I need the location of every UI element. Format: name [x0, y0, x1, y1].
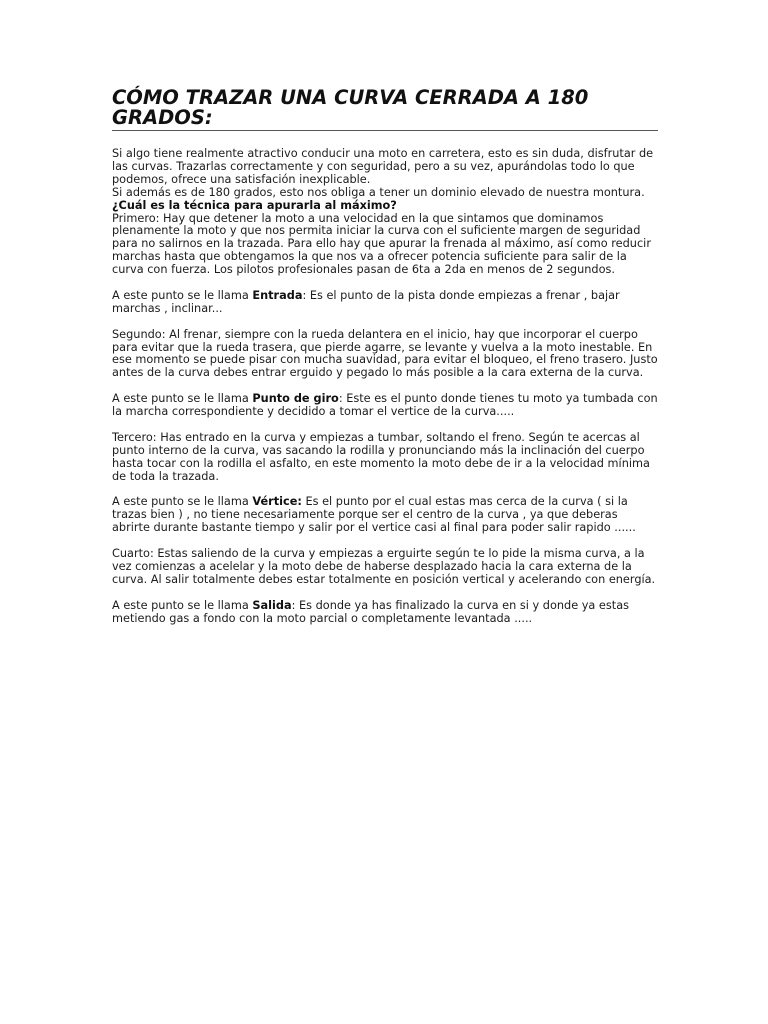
point-entrada: [112, 290, 658, 316]
point-description: : Este es el punto donde tienes tu moto ya tumbada con la marcha correspondiente y decidido a tomar el vertice de la curva.....: [112, 392, 658, 419]
point-prefix: A este punto se le llama: [112, 288, 253, 302]
document-body: [112, 148, 658, 625]
step-fourth: Cuarto: Estas saliendo de la curva y empiezas a erguirte según te lo pide la misma curva, a la vez comienzas a acelelar y la moto debe de haberse desplazado hacia la cara externa de la curva. Al salir totalmente debes estar totalmente en posición vertical y acelerando con energía.: [112, 547, 656, 586]
intro-text: Si además es de 180 grados, esto nos obliga a tener un dominio elevado de nuestra montura.: [112, 185, 645, 199]
point-description: : Es donde ya has finalizado la curva en si y donde ya estas metiendo gas a fondo con la moto parcial o completamente levantada .....: [112, 598, 630, 625]
point-giro: [112, 393, 658, 419]
point-term-giro: Punto de giro: [252, 392, 339, 406]
point-vertice: [112, 496, 658, 535]
intro-paragraph-2: [112, 187, 658, 213]
point-description: Es el punto por el cual estas mas cerca de la curva ( si la trazas bien ) , no tiene necesariamente porque ser el centro de la curva , ya que deberas abrirte durante bastante tiempo y salir por el vertice casi al final para poder salir rapido ......: [112, 495, 636, 535]
step-second: Segundo: Al frenar, siempre con la rueda delantera en el inicio, hay que incorporar el cuerpo para evitar que la rueda trasera, que pierde agarre, se levante y vuelva a la moto inestable. En ese momento se puede pisar con mucha suavidad, para evitar el bloqueo, el freno trasero. Justo antes de la curva debes entrar erguido y pegado lo más posible a la cara externa de la curva.: [112, 327, 658, 380]
point-prefix: A este punto se le llama: [112, 598, 253, 612]
point-prefix: A este punto se le llama: [112, 392, 253, 406]
point-description: : Es el punto de la pista donde empiezas a frenar , bajar marchas , inclinar...: [112, 288, 620, 315]
document-content: [112, 88, 658, 625]
point-salida: [112, 600, 658, 626]
point-term-vertice: Vértice:: [252, 495, 302, 509]
intro-question: ¿Cuál es la técnica para apurarla al máximo?: [112, 198, 397, 212]
step-first: Primero: Hay que detener la moto a una velocidad en la que sintamos que dominamos plenamente la moto y que nos permita iniciar la curva con el suficiente margen de seguridad para no salirnos en la trazada. Para ello hay que apurar la frenada al máximo, así como reducir marchas hasta que obtengamos la que nos va a ofrecer potencia suficiente para salir de la curva con fuerza. Los pilotos profesionales pasan de 6ta a 2da en menos de 2 segundos.: [112, 211, 651, 277]
point-prefix: A este punto se le llama: [112, 495, 253, 509]
document-title: CÓMO TRAZAR UNA CURVA CERRADA A 180 GRADOS:: [112, 88, 658, 131]
point-term-salida: Salida: [252, 598, 292, 612]
step-third: Tercero: Has entrado en la curva y empiezas a tumbar, soltando el freno. Según te acercas al punto interno de la curva, vas sacando la rodilla y pronunciando más la inclinación del cuerpo hasta tocar con la rodilla el asfalto, en este momento la moto debe de ir a la velocidad mínima de toda la trazada.: [112, 430, 650, 483]
intro-paragraph: Si algo tiene realmente atractivo conducir una moto en carretera, esto es sin duda, disfrutar de las curvas. Trazarlas correctamente y con seguridad, pero a su vez, apurándolas todo lo que podemos, ofrece una satisfación inexplicable.: [112, 147, 654, 186]
point-term-entrada: Entrada: [252, 288, 303, 302]
